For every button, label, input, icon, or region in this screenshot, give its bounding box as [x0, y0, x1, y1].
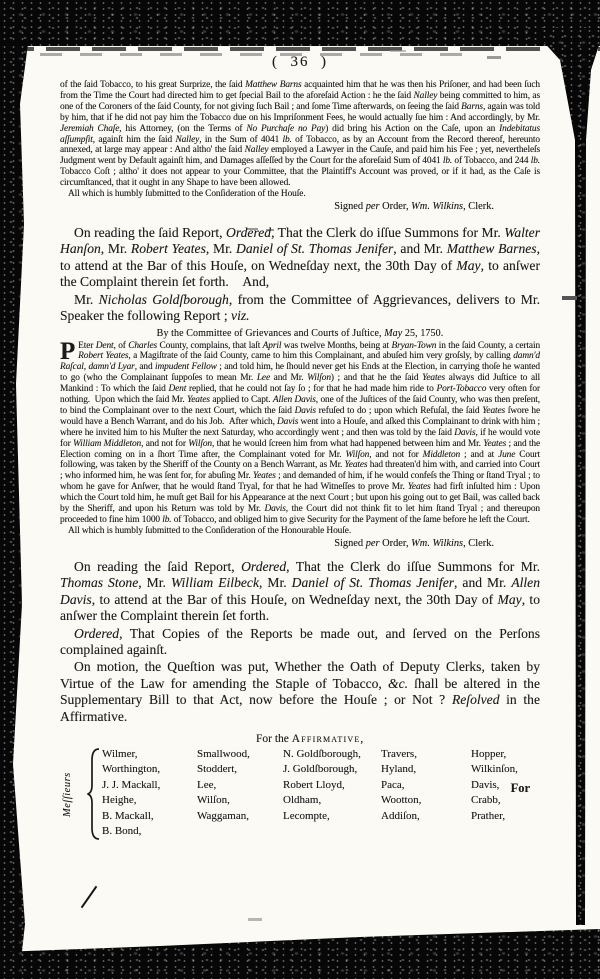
committee-report-heading: By the Committee of Grievances and Courts of Juſtice, May 25, 1750.	[156, 327, 444, 339]
catchword: For	[510, 780, 530, 795]
vote-column-3	[283, 747, 381, 841]
vote-column-1	[102, 747, 197, 841]
voter-name: Hyland,	[381, 763, 417, 776]
voter-name: Heighe,	[102, 794, 137, 807]
vote-heading-word: Affirmative,	[291, 732, 365, 745]
scan-smudge	[562, 296, 577, 300]
vote-heading	[256, 733, 540, 745]
motion-paragraph: On motion, the Queſtion was put, Whether the Oath of Deputy Clerks, taken by Virtue of the Law for amending the Staple of Tobacco, &c. ſhall be altered in the Supplementary Bill to that Act, now before the Houſe ; or Not ? Reſolved in the Affirmative.	[60, 659, 540, 724]
voter-name: Wilmer,	[102, 747, 138, 760]
dropcap-initial: P	[60, 337, 76, 365]
voter-name: Oldham,	[283, 794, 322, 807]
page-content	[60, 50, 540, 841]
scan-border-bottom	[0, 922, 600, 979]
voter-name: Addiſon,	[381, 809, 420, 822]
voter-name: N. Goldſborough,	[283, 747, 361, 760]
order-second-summons: On reading the ſaid Report, Ordered, That the Clerk do iſſue Summons for Mr. Thomas Stone, Mr. William Eilbeck, Mr. Daniel of St. Thomas Jenifer, and Mr. Allen Davis, to attend at the Bar of this Houſe, on Wedneſday next, the 30th Day of May, to anſwer the Complaint therein ſet forth.	[60, 558, 541, 624]
scan-border-top	[0, 0, 600, 46]
report1-submission: All which is humbly ſubmitted to the Conſideration of the Houſe.	[68, 189, 306, 200]
order-first-summons: On reading the ſaid Report, Ordered, That the Clerk do iſſue Summons for Mr. Walter Hanſon, Mr. Robert Yeates, Mr. Daniel of St. Thomas Jenifer, and Mr. Matthew Barnes, to attend at the Bar of this Houſe, on Wedneſday next, the 30th Day of May, to anſwer the Complaint therein ſet forth. And,	[60, 225, 541, 290]
voter-name: Smallwood,	[197, 747, 250, 760]
scan-gutter-right	[540, 28, 600, 925]
voter-name: J. J. Mackall,	[102, 778, 161, 791]
voter-name: Stoddert,	[197, 763, 238, 776]
voter-name: J. Goldſborough,	[283, 763, 358, 776]
voter-name: Wootton,	[381, 794, 422, 807]
voter-name: B. Mackall,	[102, 809, 154, 822]
vote-heading-prefix: For the	[256, 732, 292, 745]
report2-submission: All which is humbly ſubmitted to the Conſideration of the Honourable Houſe.	[68, 525, 352, 536]
voter-name: Crabb,	[471, 794, 501, 807]
page-number: ( 36 )	[272, 54, 328, 70]
messieurs-box	[60, 747, 102, 841]
scan-smudge	[248, 918, 262, 921]
voter-name: Travers,	[381, 747, 417, 760]
report2-signed-line: Signed per Order, Wm. Wilkins, Clerk.	[334, 537, 494, 549]
voter-name: Robert Lloyd,	[283, 778, 345, 791]
vote-column-4	[381, 747, 471, 841]
vote-column-2	[197, 747, 283, 841]
voter-name: B. Bond,	[102, 825, 142, 837]
voter-name: Wilkinſon,	[471, 763, 518, 776]
report1-body: of the ſaid Tobacco, to his great Surprize, the ſaid Matthew Barns acquainted him that he was then his Priſoner, and had been ſuch from the Time the Court had directed him to get ſpecial Bail to the aforeſaid Action : he the ſaid Nalley being committed to him, as one of the Coroners of the ſaid County, for not giving ſuch Bail ; and ſome Time afterwards, on ſeeing the ſaid Barns, again was told by him, that if he did not pay him the Tobacco due on his Impriſonment Fees, he would actually ſue him : And accordingly, by Mr. Jeremiah Chaſe, his Attorney, (on the Terms of No Purchaſe no Pay) did bring his Action on the Caſe, upon an Indebitatus aſſumpſit, againſt him the ſaid Nalley, in the Sum of 4041 lb. of Tobacco, as by an Account from the Record thereof, hereunto annexed, at large may appear : And altho' the ſaid Nalley employed a Lawyer in the Cauſe, and paid him his Fee ; yet, nevertheleſs Judgment went by Default againſt him, and Damages aſſeſſed by the Court for the aforeſaid Sum of 4041 lb. of Tobacco, and 244 lb. Tobacco Coſt ; altho' it does not appear to your Committee, that the Plaintiff's Account was proved, or if it had, as the Caſe is circumſtanced, that it ought in any Shape to have been allowed.	[60, 80, 541, 189]
report2-text: Eter Dent, of Charles County, complains, that laſt April was twelve Months, being at Bryan-Town in the ſaid County, a certain Robert Yeates, a Magiſtrate of the ſaid County, came to him this Complainant, and abuſed him very groſsly, by calling damn'd Raſcal, damn'd Lyar, and impudent Fellow ; and told him, he ſhould never get his Ends at the Election, in carrying thoſe he wanted to go (who the Complainant ſuppoſes to mean Mr. Lee and Mr. Wilſon) ; and that he the ſaid Yeates always did Juſtice to all Mankind : To which the ſaid Dent replied, that he could not ſay ſo ; for that he had made him ride to Port-Tobacco very often for nothing. Upon which the ſaid Mr. Yeates applied to Capt. Allen Davis, one of the Juſtices of the ſaid County, who was then preſent, to bind the Complainant over to the next Court, which the ſaid Davis refuſed to do ; upon which Refuſal, the ſaid Yeates ſwore he would have a Bench Warrant, and do his Job. After which, Davis went into a Houſe, and aſked this Complainant to drink with him ; where he invited him to his Muſter the next Saturday, who accordingly went ; and then was told by the ſaid Davis, if he would vote for William Middleton, and not for Wilſon, that he would ſcreen him from what had happened between him and Mr. Yeates ; and the Election coming on in a ſhort Time after, the Complainant voted for Mr. Wilſon, and not for Middleton ; and at June Court following, was taken by the Sheriff of the County on a Bench Warrant, as Mr. Yeates had threaten'd him with, and carried into Court ; who informed him, he was ſent for, for abuſing Mr. Yeates ; and demanded of him, if he would confeſs the Thing or ſtand Tryal ; to whom he gave for Anſwer, that he would ſtand Tryal, for that he had Witneſſes to prove Mr. Yeates had firſt inſulted him : Upon which the Court told him, he muſt get Bail for his Appearance at the next Court ; but upon his going out to get Bail, was called back by the Sheriff, and upon his Return was told by Mr. Davis, the Court did not think fit to let him ſtand Tryal ; and thereupon proceeded to fine him 1000 lb. of Tobacco, and obliged him to give Security for the Payment of the ſame before he left the Court.	[60, 340, 541, 525]
voter-name: Paca,	[381, 778, 405, 791]
voter-name: Wilſon,	[197, 794, 230, 807]
vote-table	[60, 747, 540, 841]
voter-name: Davis,	[471, 778, 500, 791]
voter-name: Worthington,	[102, 763, 161, 776]
messieurs-label: Meſſieurs	[62, 772, 73, 818]
scan-scratch	[81, 886, 98, 908]
voter-name: Waggaman,	[197, 809, 249, 822]
scan-border-left	[0, 44, 28, 979]
voter-name: Lecompte,	[283, 809, 330, 822]
vote-section	[60, 733, 540, 841]
order-copies: Ordered, That Copies of the Reports be made out, and ſerved on the Perſons complained againſt.	[60, 625, 540, 657]
brace-icon	[87, 747, 100, 841]
report2-body	[60, 337, 541, 526]
goldsborough-paragraph: Mr. Nicholas Goldſborough, from the Committee of Aggrievances, delivers to Mr. Speaker the following Report ; viz.	[60, 291, 540, 324]
voter-name: Prather,	[471, 809, 506, 822]
report1-signed-line: Signed per Order, Wm. Wilkins, Clerk.	[334, 201, 494, 213]
voter-name: Hopper,	[471, 747, 507, 760]
voter-name: Lee,	[197, 778, 217, 791]
